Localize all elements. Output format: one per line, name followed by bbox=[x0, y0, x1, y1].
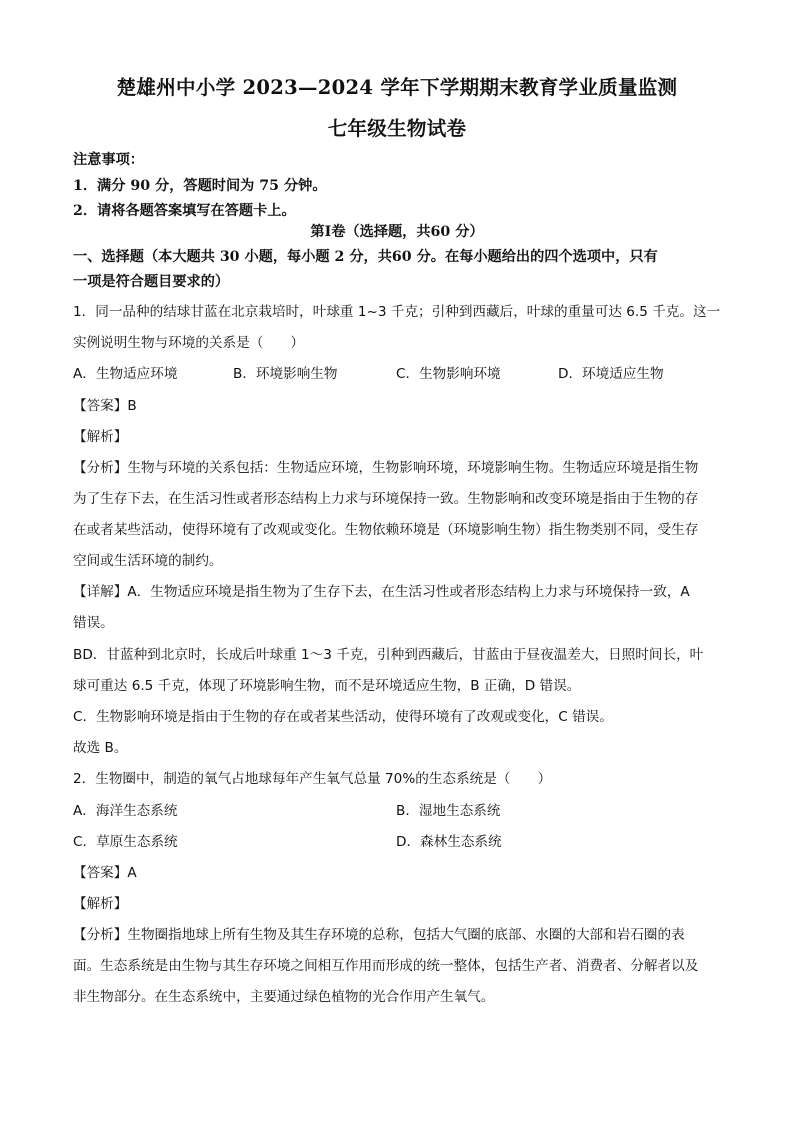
notes-heading: 注意事项： bbox=[73, 152, 144, 168]
q2-stem-line-1: 2．生物圈中，制造的氧气占地球每年产生氧气总量 70%的生态系统是（ ） bbox=[73, 771, 552, 787]
q1-option-a: A．生物适应环境 bbox=[73, 366, 178, 382]
q1-detail-line-6: 故选 B。 bbox=[73, 740, 128, 756]
q2-option-b: B．湿地生态系统 bbox=[396, 803, 501, 819]
q1-answer: 【答案】B bbox=[73, 398, 137, 414]
note-item-1: 1．满分 90 分，答题时间为 75 分钟。 bbox=[73, 178, 327, 194]
q1-option-d: D．环境适应生物 bbox=[558, 366, 664, 382]
q2-analysis-label: 【解析】 bbox=[73, 896, 128, 912]
q2-answer: 【答案】A bbox=[73, 865, 137, 881]
q2-analysis-line-3: 非生物部分。在生态系统中，主要通过绿色植物的光合作用产生氧气。 bbox=[73, 989, 495, 1005]
q2-analysis-line-2: 面。生态系统是由生物与其生存环境之间相互作用而形成的统一整体，包括生产者、消费者、分解者以及 bbox=[73, 958, 699, 974]
q1-analysis-line-2: 为了生存下去，在生活习性或者形态结构上力求与环境保持一致。生物影响和改变环境是指由于生物的存 bbox=[73, 491, 699, 507]
section-intro-line-1: 一、选择题（本大题共 30 小题，每小题 2 分，共60 分。在每小题给出的四个选项中，只有 bbox=[73, 249, 658, 265]
q1-detail-line-5: C．生物影响环境是指由于生物的存在或者某些活动，使得环境有了改观或变化，C 错误。 bbox=[73, 709, 613, 725]
q1-detail-line-1: 【详解】A．生物适应环境是指生物为了生存下去，在生活习性或者形态结构上力求与环境保持一致，A bbox=[73, 584, 690, 600]
q1-analysis-line-4: 空间或生活环境的制约。 bbox=[73, 553, 223, 569]
q1-detail-line-4: 球可重达 6.5 千克，体现了环境影响生物，而不是环境适应生物，B 正确，D 错误。 bbox=[73, 678, 581, 694]
q1-stem-line-1: 1．同一品种的结球甘蓝在北京栽培时，叶球重 1~3 千克；引种到西藏后，叶球的重量可达 6.5 千克。这一 bbox=[73, 304, 721, 320]
q2-option-c: C．草原生态系统 bbox=[73, 834, 178, 850]
q2-option-a: A．海洋生态系统 bbox=[73, 803, 178, 819]
q1-analysis-line-3: 在或者某些活动，使得环境有了改观或变化。生物依赖环境是（环境影响生物）指生物类别不同，受生存 bbox=[73, 522, 699, 538]
part1-title: 第Ⅰ卷（选择题，共60 分） bbox=[310, 224, 484, 240]
q1-analysis-line-1: 【分析】生物与环境的关系包括：生物适应环境，生物影响环境，环境影响生物。生物适应环境是指生物 bbox=[73, 460, 699, 476]
section-intro-line-2: 一项是符合题目要求的） bbox=[73, 274, 230, 290]
note-item-2: 2．请将各题答案填写在答题卡上。 bbox=[73, 203, 296, 219]
q1-detail-line-2: 错误。 bbox=[73, 615, 114, 631]
q1-stem-line-2: 实例说明生物与环境的关系是（ ） bbox=[73, 335, 305, 351]
q1-analysis-label: 【解析】 bbox=[73, 429, 128, 445]
q2-analysis-line-1: 【分析】生物圈指地球上所有生物及其生存环境的总称，包括大气圈的底部、水圈的大部和岩石圈的表 bbox=[73, 927, 685, 943]
q1-detail-line-3: BD．甘蓝种到北京时，长成后叶球重 1～3 千克，引种到西藏后，甘蓝由于昼夜温差大，日照时间长，叶 bbox=[73, 647, 704, 663]
q1-option-b: B．环境影响生物 bbox=[233, 366, 338, 382]
q2-option-d: D．森林生态系统 bbox=[396, 834, 502, 850]
q1-option-c: C．生物影响环境 bbox=[396, 366, 501, 382]
exam-title: 楚雄州中小学 2023—2024 学年下学期期末教育学业质量监测 bbox=[116, 76, 678, 99]
exam-subtitle: 七年级生物试卷 bbox=[327, 117, 467, 140]
